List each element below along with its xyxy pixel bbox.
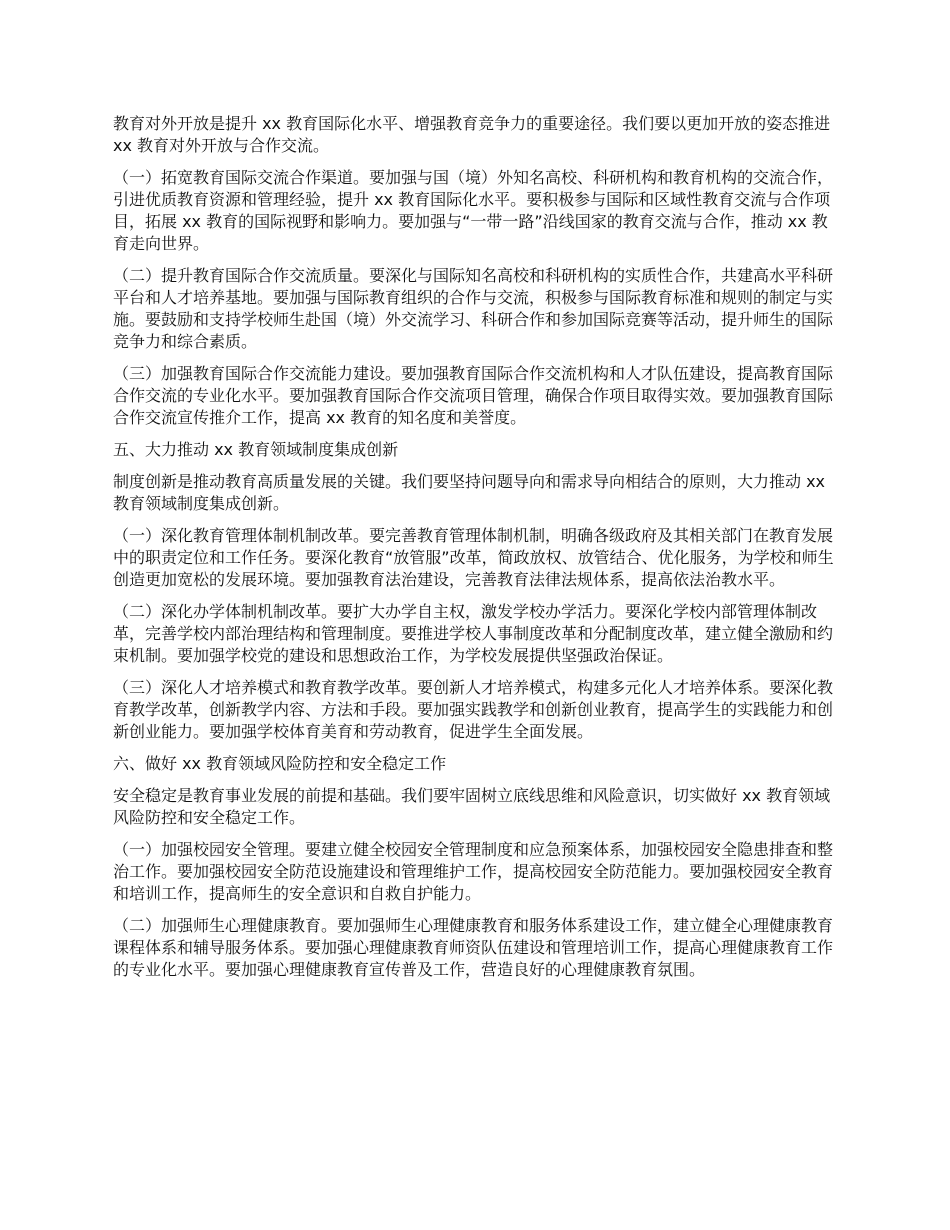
paragraph-institutional-innovation: 制度创新是推动教育高质量发展的关键。我们要坚持问题导向和需求导向相结合的原则，大力推动 xx 教育领域制度集成创新。 (113, 472, 826, 513)
paragraph-international-channels: （一）拓宽教育国际交流合作渠道。要加强与国（境）外知名高校、科研机构和教育机构的交流合作，引进优质教育资源和管理经验，提升 xx 教育国际化水平。要积极参与国际和区域性教育交流与合作项目，拓展 xx 教育的国际视野和影响力。要加强与“一带一路”沿线国家的教育交流与合作，推动 xx 教育走向世界。 (113, 168, 834, 253)
section-heading-six: 六、做好 xx 教育领域风险防控和安全稳定工作 (113, 754, 447, 773)
paragraph-management-reform: （一）深化教育管理体制机制改革。要完善教育管理体制机制，明确各级政府及其相关部门在教育发展中的职责定位和工作任务。要深化教育“放管服”改革，简政放权、放管结合、优化服务，为学校和师生创造更加宽松的发展环境。要加强教育法治建设，完善教育法律法规体系，提高依法治教水平。 (113, 526, 834, 589)
paragraph-talent-training-reform: （三）深化人才培养模式和教育教学改革。要创新人才培养模式，构建多元化人才培养体系。要深化教育教学改革，创新教学内容、方法和手段。要加强实践教学和创新创业教育，提高学生的实践能力和创新创业能力。要加强学校体育美育和劳动教育，促进学生全面发展。 (113, 678, 834, 741)
paragraph-school-system-reform: （二）深化办学体制机制改革。要扩大办学自主权，激发学校办学活力。要深化学校内部管理体制改革，完善学校内部治理结构和管理制度。要推进学校人事制度改革和分配制度改革，建立健全激励和约束机制。要加强学校党的建设和思想政治工作，为学校发展提供坚强政治保证。 (113, 602, 834, 665)
document-page (113, 113, 841, 991)
paragraph-intro-opening: 教育对外开放是提升 xx 教育国际化水平、增强教育竞争力的重要途径。我们要以更加开放的姿态推进 xx 教育对外开放与合作交流。 (113, 114, 831, 155)
paragraph-campus-safety: （一）加强校园安全管理。要建立健全校园安全管理制度和应急预案体系，加强校园安全隐患排查和整治工作。要加强校园安全防范设施建设和管理维护工作，提高校园安全防范能力。要加强校园安全教育和培训工作，提高师生的安全意识和自救自护能力。 (113, 840, 834, 903)
paragraph-international-quality: （二）提升教育国际合作交流质量。要深化与国际知名高校和科研机构的实质性合作，共建高水平科研平台和人才培养基地。要加强与国际教育组织的合作与交流，积极参与国际教育标准和规则的制定与实施。要鼓励和支持学校师生赴国（境）外交流学习、科研合作和参加国际竞赛等活动，提升师生的国际竞争力和综合素质。 (113, 266, 834, 351)
section-heading-five: 五、大力推动 xx 教育领域制度集成创新 (113, 440, 399, 459)
paragraph-mental-health: （二）加强师生心理健康教育。要加强师生心理健康教育和服务体系建设工作，建立健全心理健康教育课程体系和辅导服务体系。要加强心理健康教育师资队伍建设和管理培训工作，提高心理健康教育工作的专业化水平。要加强心理健康教育宣传普及工作，营造良好的心理健康教育氛围。 (113, 916, 834, 979)
paragraph-safety-stability: 安全稳定是教育事业发展的前提和基础。我们要牢固树立底线思维和风险意识，切实做好 xx 教育领域风险防控和安全稳定工作。 (113, 786, 831, 827)
paragraph-international-capacity: （三）加强教育国际合作交流能力建设。要加强教育国际合作交流机构和人才队伍建设，提高教育国际合作交流的专业化水平。要加强教育国际合作交流项目管理，确保合作项目取得实效。要加强教育国际合作交流宣传推介工作，提高 xx 教育的知名度和美誉度。 (113, 364, 834, 427)
